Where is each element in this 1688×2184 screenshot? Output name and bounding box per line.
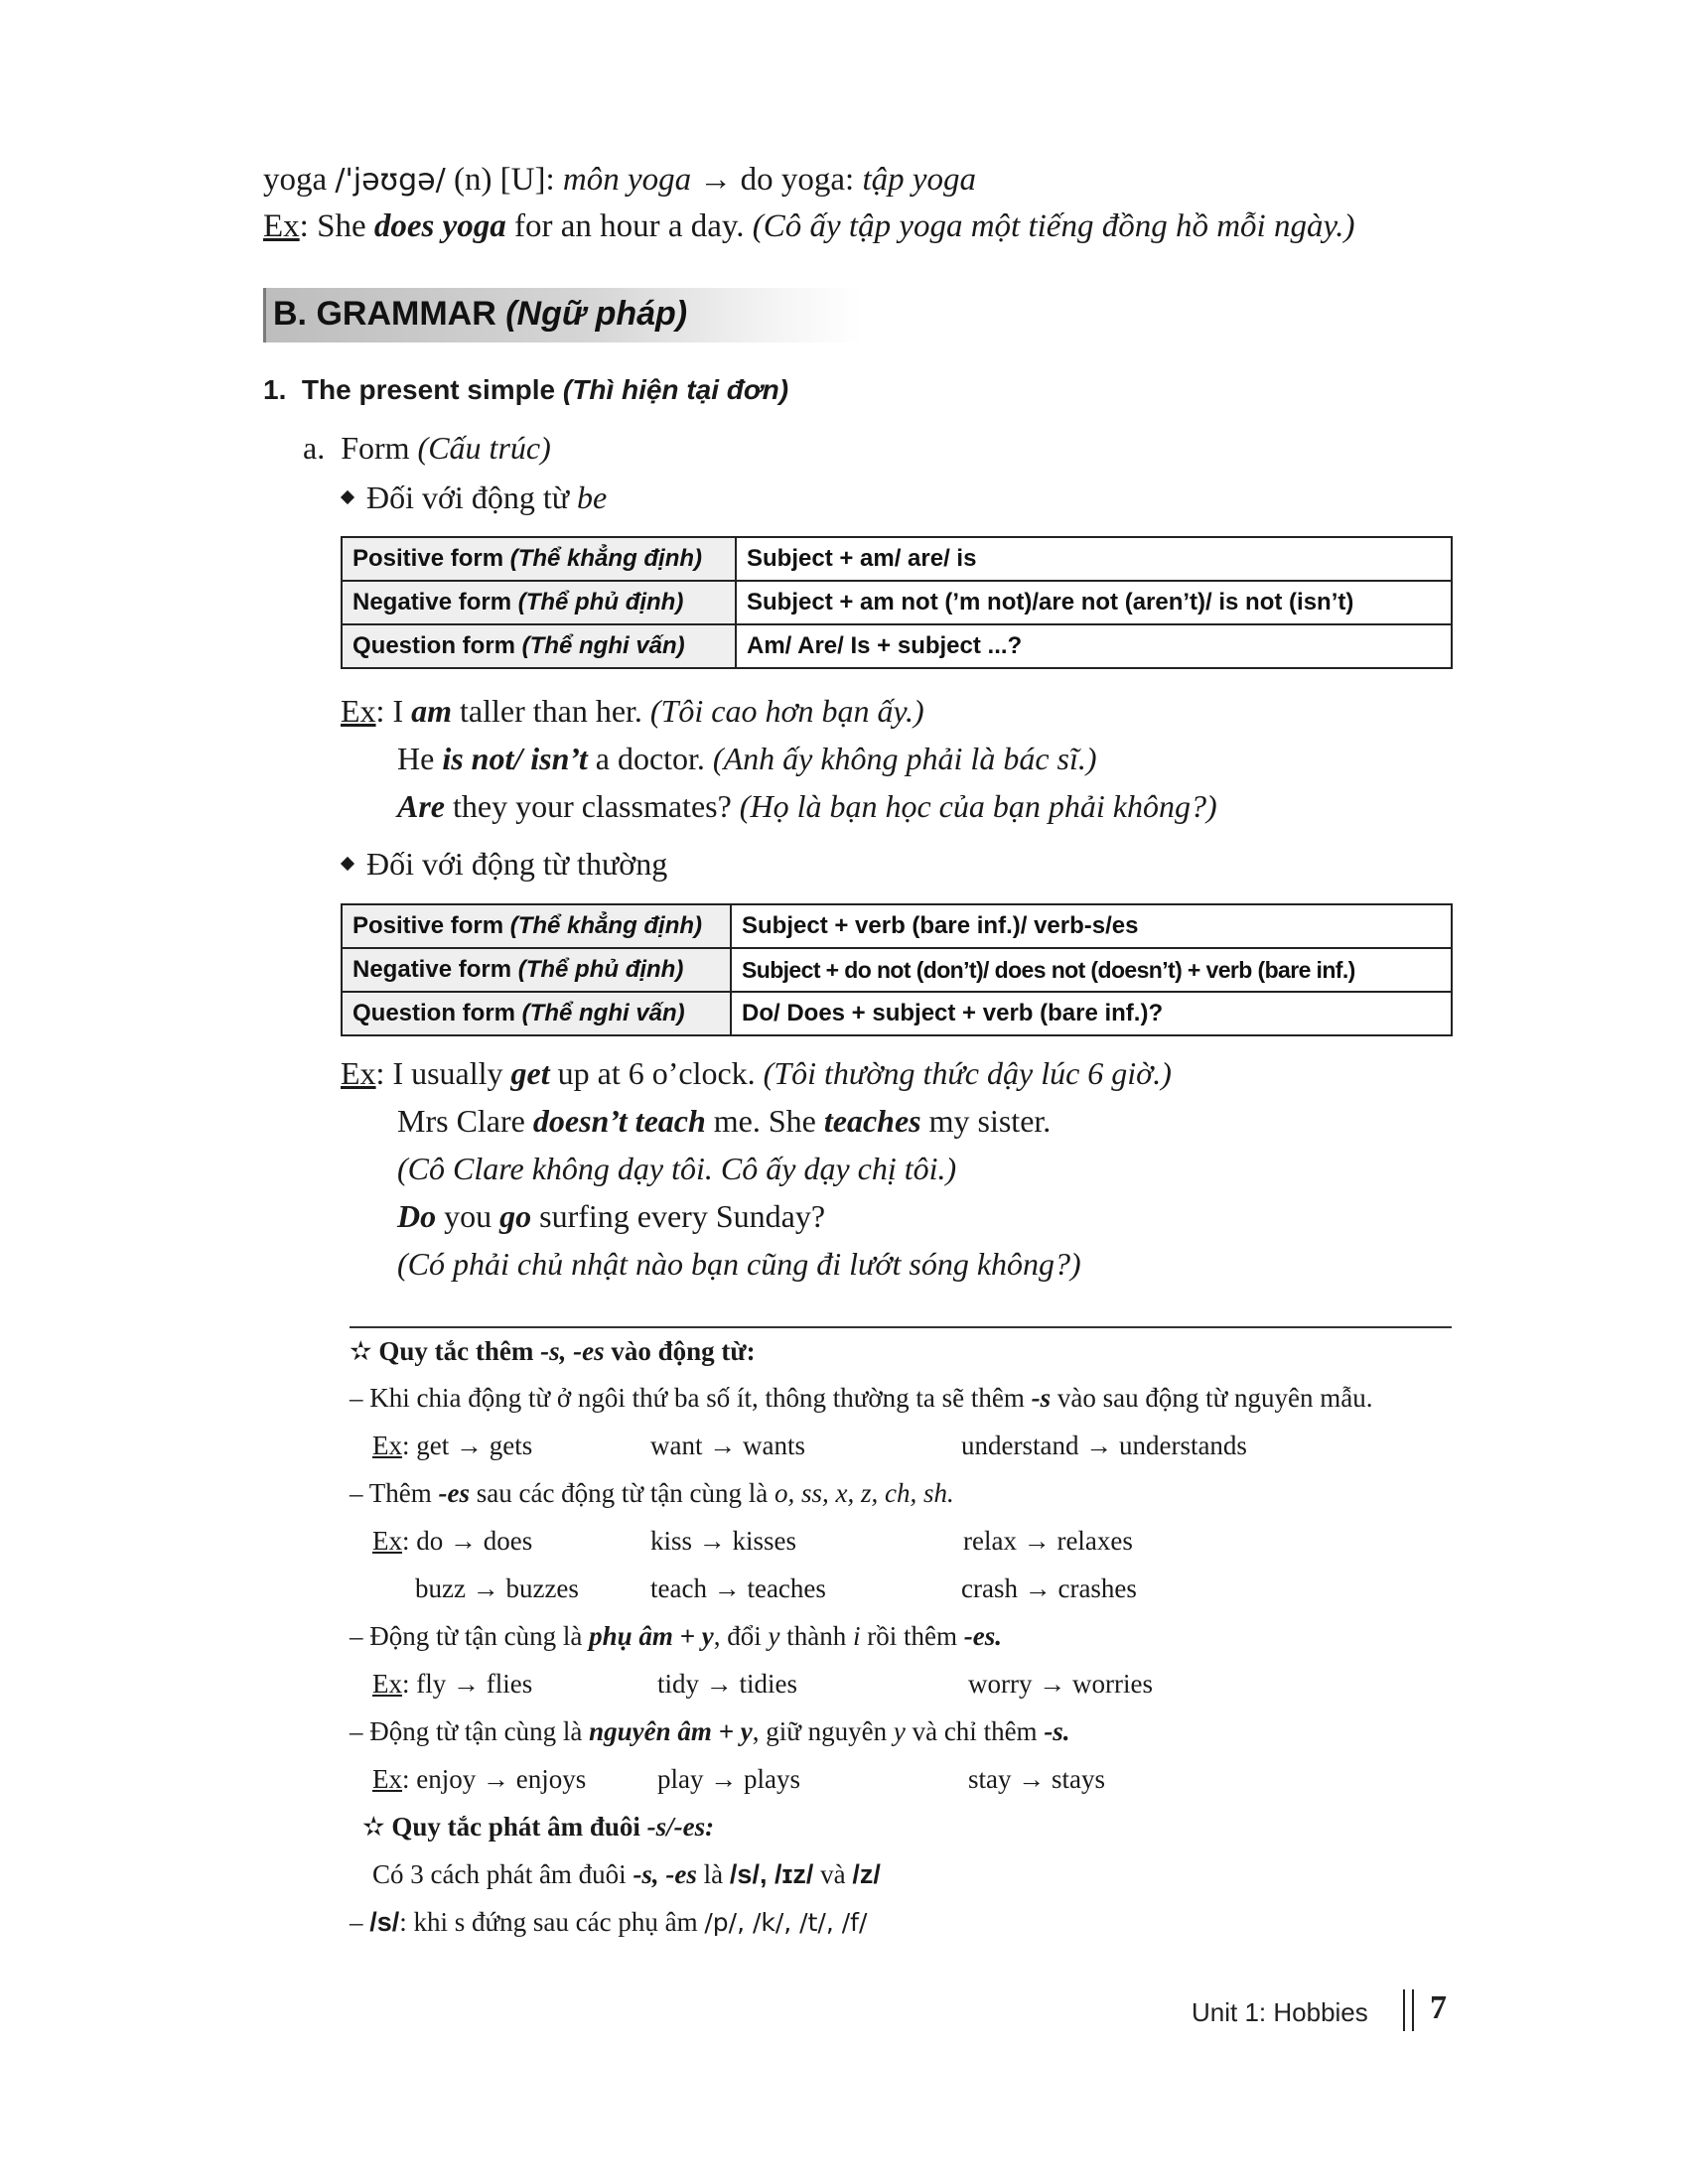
- ordinary-example-3: (Cô Clare không dạy tôi. Cô ấy dạy chị tôi.): [397, 1151, 957, 1186]
- table-cell-label: Positive form (Thể khẳng định): [342, 904, 731, 948]
- table-row: [342, 992, 1452, 1035]
- ex-emphasis: does yoga: [373, 208, 506, 244]
- ex-translation: (Cô ấy tập yoga một tiếng đồng hồ mỗi ngày.): [752, 208, 1355, 244]
- table-cell-rule: Subject + verb (bare inf.)/ verb-s/es: [731, 904, 1452, 948]
- footer-unit: Unit 1: Hobbies: [1192, 1997, 1368, 2027]
- table-cell-rule: Subject + am not (’m not)/are not (aren’t)/ is not (isn’t): [736, 581, 1452, 624]
- note-example-2: Ex: do → does: [372, 1526, 533, 1556]
- note-rule-2: – Thêm -es sau các động từ tận cùng là o, ss, x, z, ch, sh.: [350, 1478, 954, 1508]
- note-example-2e: teach → teaches: [650, 1573, 826, 1603]
- star-icon: ✫: [362, 1812, 385, 1842]
- be-form-table: [341, 536, 1453, 669]
- vocab-entry: [263, 162, 976, 199]
- vocab-ipa: /'jəʊgə/: [335, 163, 446, 198]
- note-example-4: Ex: enjoy → enjoys: [372, 1764, 587, 1794]
- note-pronunciation-2: – /s/: khi s đứng sau các phụ âm /p/, /k/, /t/, /f/: [350, 1907, 868, 1937]
- vocab-phrase-meaning: tập yoga: [862, 162, 977, 198]
- heading-number: 1.: [263, 374, 287, 405]
- note-example-4c: stay → stays: [968, 1764, 1105, 1794]
- table-cell-label: Negative form (Thể phủ định): [342, 581, 736, 624]
- table-row: [342, 948, 1452, 992]
- table-cell-label: Question form (Thể nghi vấn): [342, 992, 731, 1035]
- ex-text: : She: [299, 208, 374, 244]
- note-example-2b: kiss → kisses: [650, 1526, 797, 1556]
- bullet-text: Đối với động từ thường: [366, 846, 668, 882]
- vocab-meaning: môn yoga: [562, 162, 692, 198]
- diamond-bullet-icon: [341, 490, 354, 504]
- ordinary-example-5: (Có phải chủ nhật nào bạn cũng đi lướt sóng không?): [397, 1246, 1081, 1282]
- note-example-3c: worry → worries: [968, 1669, 1153, 1699]
- ex-label: Ex: [263, 208, 300, 244]
- ordinary-example-4: Do you go surfing every Sunday?: [397, 1198, 826, 1234]
- note-example-2d: buzz → buzzes: [415, 1573, 579, 1603]
- be-example-3: Are they your classmates? (Họ là bạn học của bạn phải không?): [397, 788, 1217, 824]
- form-vn: (Cấu trúc): [417, 430, 551, 466]
- star-icon: ✫: [350, 1336, 372, 1366]
- table-cell-label: Negative form (Thể phủ định): [342, 948, 731, 992]
- ex-text: for an hour a day.: [505, 208, 753, 244]
- ex-label: Ex: [341, 1055, 376, 1091]
- ex-label: Ex: [341, 693, 376, 729]
- bullet-text: Đối với động từ: [366, 479, 578, 515]
- vocab-word: yoga: [263, 162, 328, 198]
- note-example-2c: relax → relaxes: [963, 1526, 1133, 1556]
- be-example-1: Ex: I am taller than her. (Tôi cao hơn bạn ấy.): [341, 693, 924, 729]
- notes-title-2: ✫ Quy tắc phát âm đuôi -s/-es:: [362, 1812, 715, 1842]
- note-example-1c: understand → understands: [961, 1431, 1247, 1460]
- note-pronunciation-1: Có 3 cách phát âm đuôi -s, -es là /s/, /ɪz/ và /z/: [372, 1859, 881, 1889]
- form-heading: [303, 430, 551, 467]
- note-rule-1: – Khi chia động từ ở ngôi thứ ba số ít, thông thường ta sẽ thêm -s vào sau động từ nguyên mẫu.: [350, 1383, 1373, 1413]
- bullet-be: [343, 479, 607, 516]
- vocab-example: [263, 208, 1355, 245]
- be-example-2: He is not/ isn’t a doctor. (Anh ấy không phải là bác sĩ.): [397, 741, 1097, 776]
- note-example-1: Ex: get → gets: [372, 1431, 533, 1460]
- table-row: [342, 581, 1452, 624]
- heading-present-simple: [263, 374, 788, 406]
- section-title-vn: (Ngữ pháp): [505, 295, 688, 333]
- table-cell-rule: Am/ Are/ Is + subject ...?: [736, 624, 1452, 668]
- table-cell-rule: Do/ Does + subject + verb (bare inf.)?: [731, 992, 1452, 1035]
- form-text: Form: [341, 430, 418, 466]
- ordinary-example-2: Mrs Clare doesn’t teach me. She teaches my sister.: [397, 1103, 1052, 1139]
- table-cell-label: Question form (Thể nghi vấn): [342, 624, 736, 668]
- form-label: a.: [303, 430, 326, 466]
- bullet-em: be: [577, 479, 608, 515]
- table-cell-label: Positive form (Thể khẳng định): [342, 537, 736, 581]
- vocab-info: (n) [U]:: [445, 162, 563, 198]
- notes-title-1: ✫ Quy tắc thêm -s, -es vào động từ:: [350, 1336, 756, 1366]
- note-example-4b: play → plays: [657, 1764, 800, 1794]
- footer-divider-icon: [1403, 1989, 1414, 2031]
- bullet-ordinary: [343, 846, 667, 883]
- note-rule-4: – Động từ tận cùng là nguyên âm + y, giữ nguyên y và chỉ thêm -s.: [350, 1716, 1070, 1746]
- heading-vn: (Thì hiện tại đơn): [562, 374, 789, 405]
- table-cell-rule: Subject + am/ are/ is: [736, 537, 1452, 581]
- diamond-bullet-icon: [341, 857, 354, 871]
- note-rule-3: – Động từ tận cùng là phụ âm + y, đổi y thành i rồi thêm -es.: [350, 1621, 1002, 1651]
- table-row: [342, 537, 1452, 581]
- vocab-arrow: →: [691, 162, 741, 198]
- page-number: 7: [1430, 1989, 1447, 2026]
- note-example-1b: want → wants: [650, 1431, 805, 1460]
- note-example-2f: crash → crashes: [961, 1573, 1137, 1603]
- notes-divider: [350, 1326, 1452, 1328]
- heading-text: The present simple: [301, 374, 563, 405]
- vocab-phrase: do yoga:: [740, 162, 863, 198]
- section-title-en: B. GRAMMAR: [273, 295, 506, 333]
- table-row: [342, 904, 1452, 948]
- note-example-3b: tidy → tidies: [657, 1669, 797, 1699]
- table-row: [342, 624, 1452, 668]
- note-example-3: Ex: fly → flies: [372, 1669, 533, 1699]
- ordinary-example-1: Ex: I usually get up at 6 o’clock. (Tôi thường thức dậy lúc 6 giờ.): [341, 1055, 1172, 1091]
- ordinary-form-table: [341, 903, 1453, 1036]
- table-cell-rule: Subject + do not (don’t)/ does not (doesn’t) + verb (bare inf.): [731, 948, 1452, 992]
- section-title: [273, 295, 687, 334]
